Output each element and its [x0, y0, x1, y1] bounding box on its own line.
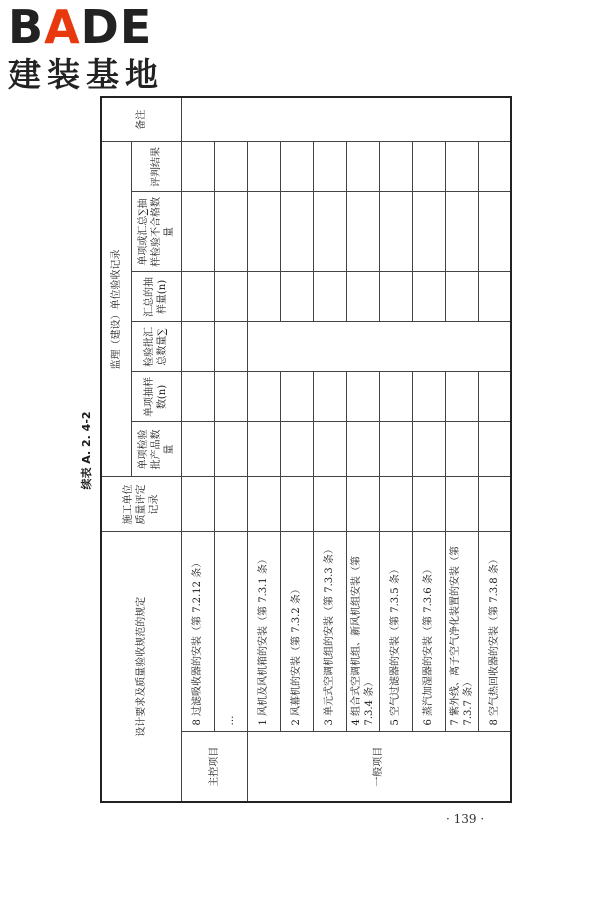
row-item: 7 紫外线、离子空气净化装置的安装（第 7.3.7 条） — [445, 532, 478, 732]
table-row — [214, 97, 247, 802]
page-number: · 139 · — [446, 812, 485, 826]
table-row — [280, 97, 313, 802]
table-caption: 续表 A. 2. 4-2 — [80, 411, 93, 490]
row-item: 6 蒸汽加湿器的安装（第 7.3.6 条） — [412, 532, 445, 732]
logo-subtitle: 建装基地 — [8, 55, 164, 94]
row-item: … — [214, 532, 247, 732]
table-row — [181, 97, 214, 802]
header-result: 评判结果 — [131, 142, 181, 192]
header-batch-total: 检验批汇总数量∑ — [131, 322, 181, 372]
row-item: 8 过滤吸收器的安装（第 7.2.12 条） — [181, 532, 214, 732]
row-item: 3 单元式空调机组的安装（第 7.3.3 条） — [313, 532, 346, 732]
header-single-samples: 单项抽样数(n) — [131, 372, 181, 422]
section-main-items: 主控项目 — [181, 732, 247, 802]
acceptance-form-table — [100, 96, 512, 803]
table-row — [247, 97, 280, 802]
rotated-page-content — [80, 98, 510, 803]
header-remark: 备注 — [101, 97, 181, 142]
bade-logo — [8, 0, 178, 96]
logo-wordmark: BADE — [8, 0, 153, 54]
table-row — [478, 97, 511, 802]
row-item: 5 空气过滤器的安装（第 7.3.5 条） — [379, 532, 412, 732]
row-item: 8 空气热回收器的安装（第 7.3.8 条） — [478, 532, 511, 732]
header-contractor-record: 施工单位质量评定记录 — [101, 477, 181, 532]
header-total-samples: 汇总的抽样量(n) — [131, 272, 181, 322]
row-item: 2 风幕机的安装（第 7.3.2 条） — [280, 532, 313, 732]
header-requirements: 设计要求及质量验收规范的规定 — [101, 532, 181, 802]
header-single-quantity: 单项检验批产品数量 — [131, 422, 181, 477]
section-general-items: 一般项目 — [247, 732, 511, 802]
row-item: 1 风机及风机箱的安装（第 7.3.1 条） — [247, 532, 280, 732]
table-row — [313, 97, 346, 802]
table-row — [412, 97, 445, 802]
header-supervision-record: 监理（建设）单位验收记录 — [101, 142, 131, 477]
table-row — [346, 97, 379, 802]
header-unqualified: 单项或汇总∑抽样检验不合格数量 — [131, 192, 181, 272]
row-item: 4 组合式空调机组、新风机组安装（第 7.3.4 条） — [346, 532, 379, 732]
table-row — [445, 97, 478, 802]
table-row — [379, 97, 412, 802]
